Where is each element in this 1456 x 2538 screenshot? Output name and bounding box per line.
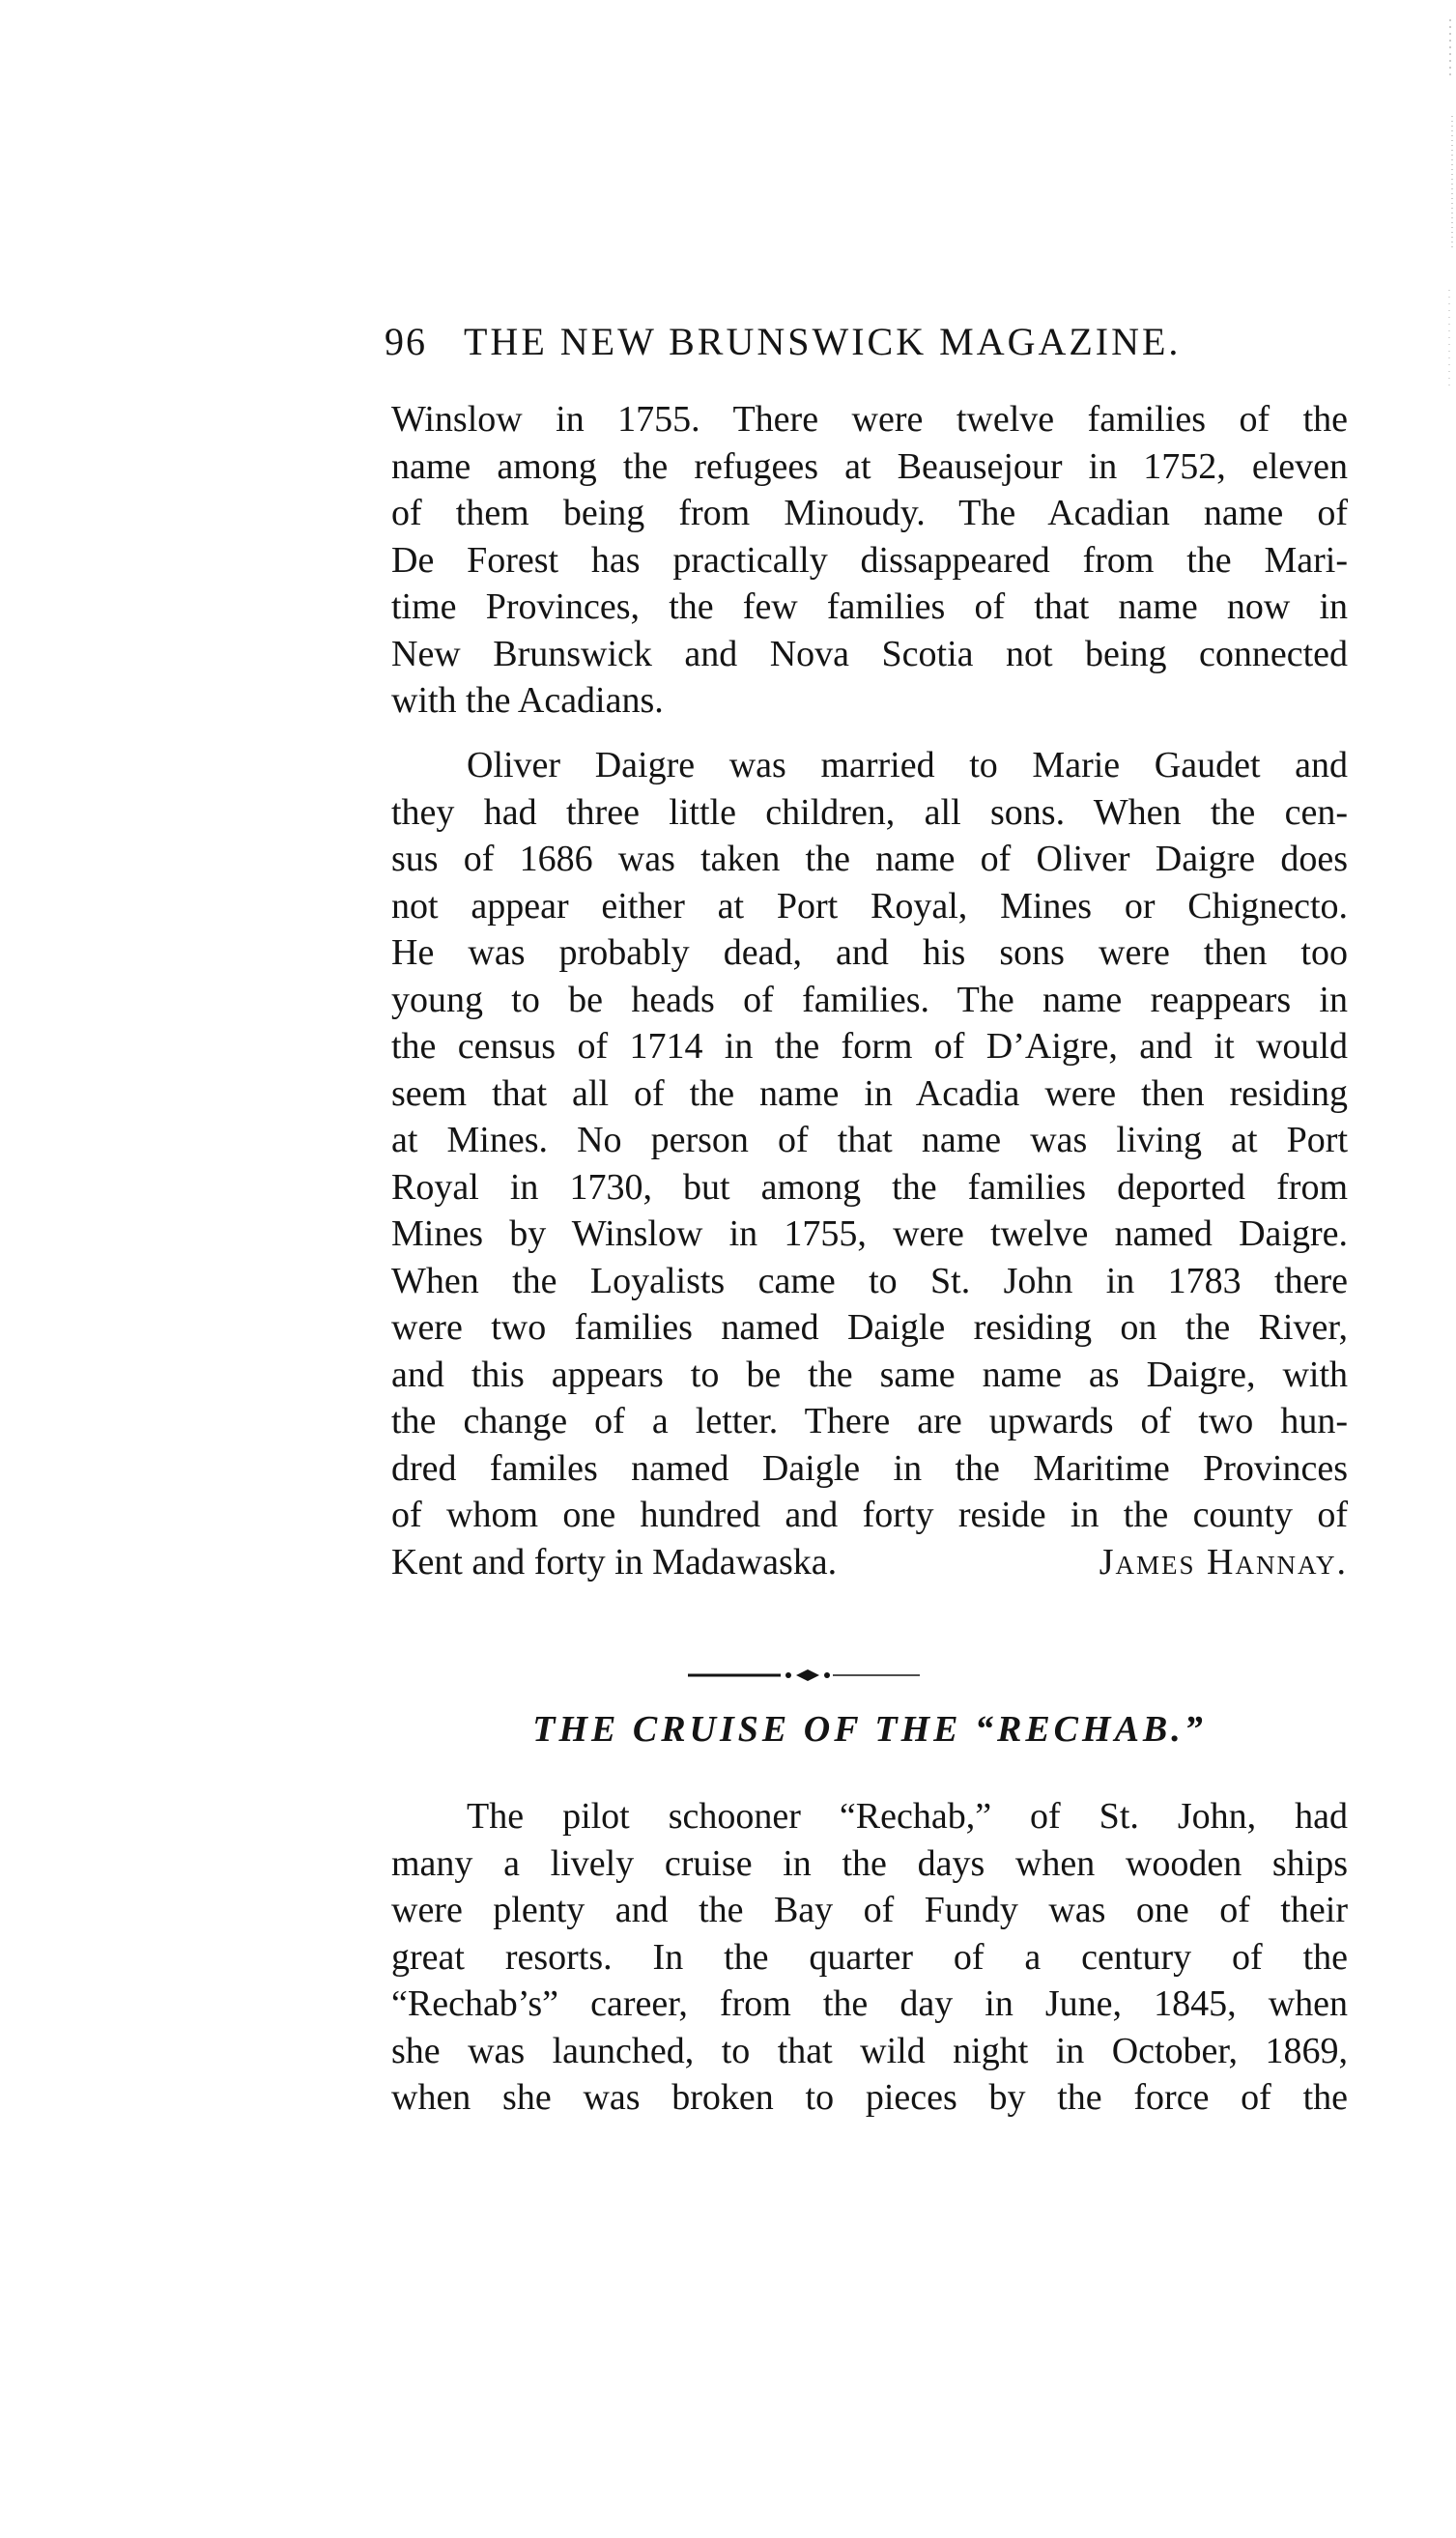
text-line: When the Loyalists came to St. John in 1783 there xyxy=(391,1260,1348,1301)
text-line: seem that all of the name in Acadia were then residing xyxy=(391,1072,1348,1114)
text-line: the census of 1714 in the form of D’Aigre, and it would xyxy=(391,1026,1348,1067)
text-line: at Mines. No person of that name was living at Port xyxy=(391,1120,1348,1160)
text-line: of whom one hundred and forty reside in the county of xyxy=(391,1495,1348,1535)
text-line: she was launched, to that wild night in October, 1869, xyxy=(391,2030,1348,2071)
text-line: time Provinces, the few families of that name now in xyxy=(391,586,1348,627)
text-line: were two families named Daigle residing on the River, xyxy=(391,1307,1348,1348)
text-line: many a lively cruise in the days when wooden ships xyxy=(391,1842,1348,1884)
text-line: were plenty and the Bay of Fundy was one of their xyxy=(391,1890,1348,1930)
text-line: De Forest has practically dissappeared from the Mari- xyxy=(391,539,1348,581)
scan-edge-noise xyxy=(1444,0,1456,406)
running-header xyxy=(385,319,1351,364)
text-line: with the Acadians. xyxy=(391,680,664,721)
text-line: “Rechab’s” career, from the day in June, 1845, when xyxy=(391,1983,1348,2024)
page-number: 96 xyxy=(385,320,427,363)
text-line: sus of 1686 was taken the name of Oliver Daigre does xyxy=(391,839,1348,879)
section1-paragraph2 xyxy=(391,742,1348,1585)
text-line: dred familes named Daigle in the Maritime Provinces xyxy=(391,1447,1348,1489)
text-line: Royal in 1730, but among the families deported from xyxy=(391,1166,1348,1208)
text-line: not appear either at Port Royal, Mines or Chignecto. xyxy=(391,885,1348,927)
closing-text: Kent and forty in Madawaska. xyxy=(391,1541,838,1583)
text-line: Mines by Winslow in 1755, were twelve named Daigre. xyxy=(391,1213,1348,1254)
text-line: name among the refugees at Beausejour in 1752, eleven xyxy=(391,445,1348,487)
text-line: great resorts. In the quarter of a century of the xyxy=(391,1936,1348,1978)
text-line: when she was broken to pieces by the force of the xyxy=(391,2077,1348,2118)
section1-paragraph1 xyxy=(391,396,1348,725)
text-line: of them being from Minoudy. The Acadian name of xyxy=(391,493,1348,533)
text-line: The pilot schooner “Rechab,” of St. John, had xyxy=(467,1796,1348,1837)
text-line: young to be heads of families. The name reappears in xyxy=(391,979,1348,1020)
text-line: Winslow in 1755. There were twelve families of the xyxy=(391,399,1348,440)
author-signature: James Hannay. xyxy=(1099,1541,1348,1583)
section-divider-ornament xyxy=(688,1668,920,1683)
text-line: He was probably dead, and his sons were then too xyxy=(391,932,1348,973)
text-line: New Brunswick and Nova Scotia not being connected xyxy=(391,633,1348,674)
text-line: Oliver Daigre was married to Marie Gaudet and xyxy=(467,745,1348,785)
text-line: and this appears to be the same name as Daigre, with xyxy=(391,1354,1348,1395)
text-line: the change of a letter. There are upwards of two hun- xyxy=(391,1401,1348,1441)
running-title: THE NEW BRUNSWICK MAGAZINE. xyxy=(464,320,1182,363)
closing-line xyxy=(391,1539,1348,1586)
article-title: THE CRUISE OF THE “RECHAB.” xyxy=(532,1709,1207,1750)
text-line: they had three little children, all sons. When the cen- xyxy=(391,791,1348,833)
section2-paragraph xyxy=(391,1793,1348,2122)
